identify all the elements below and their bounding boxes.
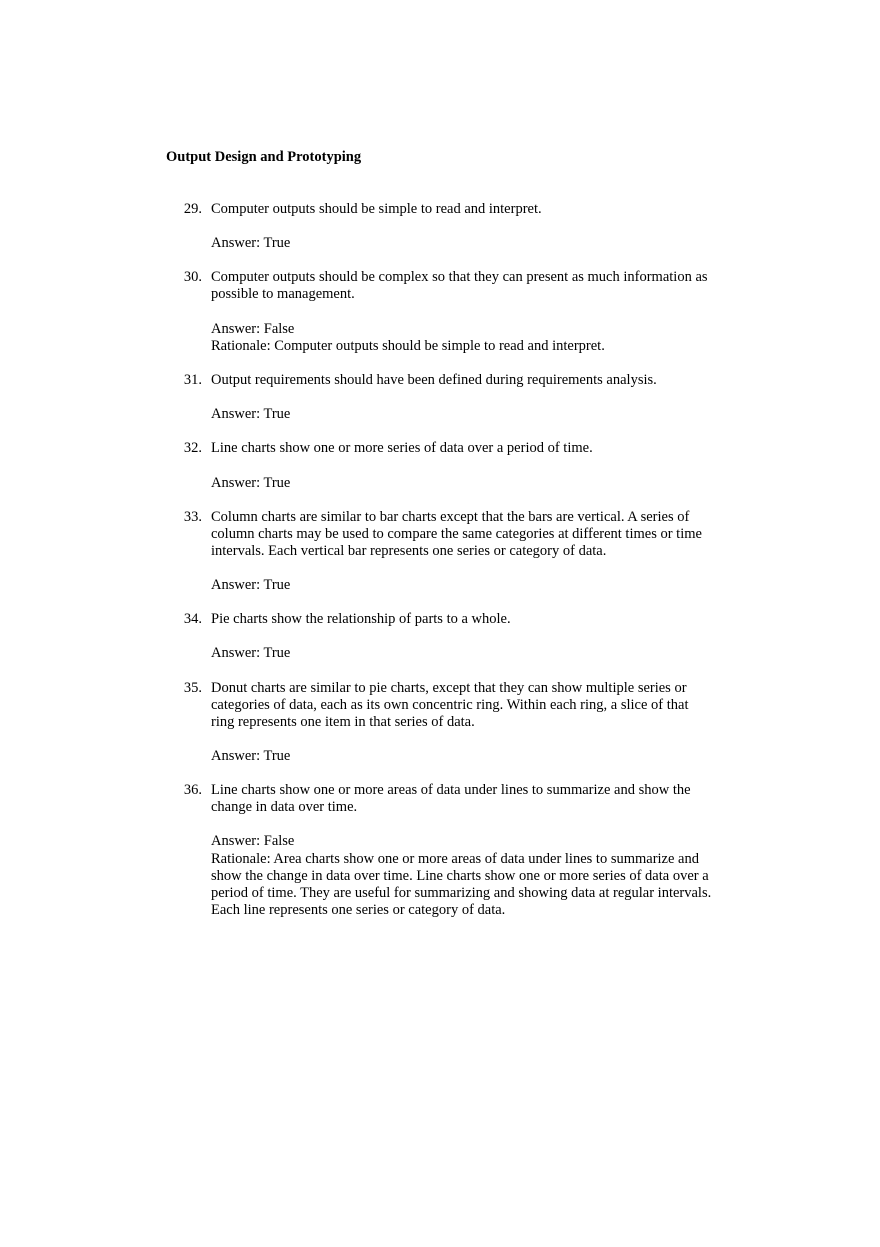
question-number: 32. <box>183 440 202 457</box>
answer-text: Answer: True <box>211 235 291 252</box>
question-item <box>166 611 766 662</box>
question-text: Donut charts are similar to pie charts, except that they can show multiple series or <box>211 679 687 696</box>
question-text: categories of data, each as its own concentric ring. Within each ring, a slice of that <box>211 696 689 713</box>
question-number: 30. <box>183 269 202 286</box>
question-text: Line charts show one or more series of data over a period of time. <box>211 440 593 457</box>
question-number: 35. <box>183 679 202 696</box>
answer-text: Answer: True <box>211 748 291 764</box>
question-text: column charts may be used to compare the same categories at different times or time <box>211 525 702 542</box>
question-text: Computer outputs should be complex so that they can present as much information as <box>211 269 708 286</box>
question-text: Line charts show one or more areas of data under lines to summarize and show the <box>211 782 691 799</box>
question-item <box>166 782 766 919</box>
question-number: 36. <box>183 782 202 799</box>
rationale-text: Rationale: Computer outputs should be simple to read and interpret. <box>211 337 605 354</box>
question-number: 34. <box>183 611 202 628</box>
answer-text: Answer: False <box>211 320 295 337</box>
question-text: Column charts are similar to bar charts except that the bars are vertical. A series of <box>211 508 690 525</box>
question-item <box>166 440 766 491</box>
question-number: 29. <box>183 201 202 217</box>
rationale-text: show the change in data over time. Line charts show one or more series of data over a <box>211 867 709 884</box>
question-text: change in data over time. <box>211 799 358 816</box>
question-text: Computer outputs should be simple to read and interpret. <box>211 201 542 217</box>
question-text: possible to management. <box>211 286 355 303</box>
question-text: intervals. Each vertical bar represents one series or category of data. <box>211 542 607 559</box>
answer-text: Answer: True <box>211 645 291 662</box>
rationale-text: period of time. They are useful for summarizing and showing data at regular intervals. <box>211 884 712 901</box>
question-list <box>166 201 766 936</box>
section-heading: Output Design and Prototyping <box>166 149 362 165</box>
question-item <box>166 372 766 423</box>
question-text: Output requirements should have been defined during requirements analysis. <box>211 371 657 388</box>
question-text: Pie charts show the relationship of parts to a whole. <box>211 611 511 628</box>
answer-text: Answer: True <box>211 577 291 594</box>
question-item <box>166 509 766 594</box>
rationale-text: Each line represents one series or category of data. <box>211 901 506 918</box>
question-item <box>166 201 766 252</box>
question-item <box>166 680 766 765</box>
answer-text: Answer: False <box>211 833 295 850</box>
answer-text: Answer: True <box>211 474 291 491</box>
question-number: 33. <box>183 508 202 525</box>
rationale-text: Rationale: Area charts show one or more areas of data under lines to summarize and <box>211 850 699 867</box>
answer-text: Answer: True <box>211 406 291 423</box>
question-text: ring represents one item in that series of data. <box>211 713 475 730</box>
question-item <box>166 269 766 354</box>
question-number: 31. <box>183 371 202 388</box>
